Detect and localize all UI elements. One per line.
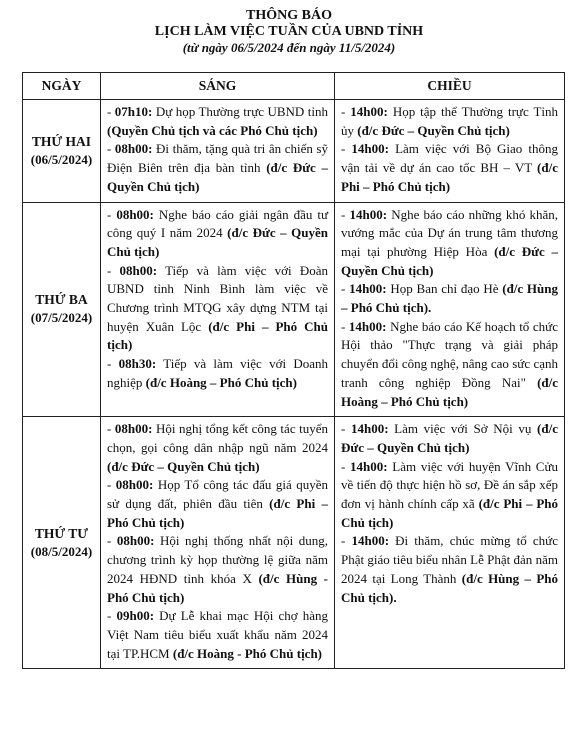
item-text: Dự Lễ khai mạc Hội chợ hàng Việt Nam tiêu biểu xuất khẩu năm 2024 tại TP.HCM [107,608,328,661]
document-subtitle: LỊCH LÀM VIỆC TUẦN CỦA UBND TỈNH [154,24,424,39]
item-assignee: (Quyền Chủ tịch và các Phó Chủ tịch) [107,122,318,138]
schedule-item: - 14h00: Làm việc với Bộ Giao thông vận tải về dự án cao tốc BH – VT (đ/c Phi – Phó Chủ tịch) [341,141,559,194]
schedule-item: - 14h00: Nghe báo cáo Kế hoạch tổ chức Hội thảo "Thực trạng và giải pháp chuyển đổi công nghệ, nâng cao sức cạnh tranh công nghiệp Đồng Nai" (đ/c Hoàng – Phó Chủ tịch) [341,318,559,409]
morning-cell [101,100,335,203]
schedule-item: - 09h00: Dự Lễ khai mạc Hội chợ hàng Việt Nam tiêu biểu xuất khẩu năm 2024 tại TP.HCM (đ/c Hoàng - Phó Chủ tịch) [107,608,328,661]
schedule-item: - 14h00: Đi thăm, chúc mừng tổ chức Phật giáo tiêu biểu nhân Lễ Phật đản năm 2024 tại Long Thành (đ/c Hùng – Phó Chủ tịch). [341,533,558,605]
item-time: 14h00: [351,141,389,157]
schedule-item: - 08h30: Tiếp và làm việc với Doanh nghiệp (đ/c Hoàng – Phó Chủ tịch) [107,356,328,390]
item-assignee: (đ/c Đức – Quyền Chủ tịch) [107,160,329,194]
item-time: 14h00: [350,104,388,119]
schedule-item: - 08h00: Đi thăm, tặng quà tri ân chiến sỹ Điện Biên trên địa bàn tỉnh (đ/c Đức – Quyền Chủ tịch) [107,141,329,194]
item-time: 14h00: [350,458,388,474]
schedule-table [22,72,565,669]
item-time: 08h30: [118,356,157,372]
table-row [23,100,565,203]
item-assignee: (đ/c Hoàng – Phó Chủ tịch) [145,374,297,390]
item-text: Họp tập thể Thường trực Tỉnh ủy [341,104,558,138]
schedule-item: - 07h10: Dự họp Thường trực UBND tỉnh (Quyền Chủ tịch và các Phó Chủ tịch) [107,104,328,138]
item-assignee: (đ/c Phi – Phó Chủ tịch) [341,496,559,530]
schedule-item: - 14h00: Làm việc với huyện Vĩnh Cửu về tiến độ thực hiện hồ sơ, Đề án sắp xếp đơn vị hành chính cấp xã (đ/c Phi – Phó Chủ tịch) [341,458,559,530]
column-header-day: NGÀY [23,73,101,100]
day-cell [23,417,101,669]
item-text: Đi thăm, chúc mừng tổ chức Phật giáo tiêu biểu nhân Lễ Phật đản năm 2024 tại Long Thành [341,533,558,586]
item-text: Làm việc với huyện Vĩnh Cửu về tiến độ thực hiện hồ sơ, Đề án sắp xếp đơn vị hành chính cấp xã [341,458,558,512]
schedule-item: - 14h00: Nghe báo cáo những khó khăn, vướng mắc của Dự án trung tâm thương mại tại phường Hiệp Hòa (đ/c Đức – Quyền Chủ tịch) [341,206,558,278]
item-text: Nghe báo cáo Kế hoạch tổ chức Hội thảo "Thực trạng và giải pháp chuyển đổi công nghệ, nâng cao sức cạnh tranh công nghiệp Đồng Nai" [341,318,558,390]
item-text: Tiếp và làm việc với Đoàn UBND tỉnh Ninh Bình làm việc về Chương trình MTQG xây dựng NTM tại huyện Xuân Lộc [107,262,328,334]
item-time: 14h00: [351,533,390,549]
item-assignee: (đ/c Hoàng - Phó Chủ tịch) [172,645,323,661]
date-range: (từ ngày 06/5/2024 đến ngày 11/5/2024) [182,40,396,55]
item-text: Hội nghị thống nhất nội dung, chương trình kỳ họp thường lệ giữa năm 2024 HĐND tỉnh khóa X [107,533,329,586]
item-text: Nghe báo cáo giải ngân đầu tư công quý I năm 2024 [107,206,328,241]
item-text: Dự họp Thường trực UBND tỉnh [155,104,328,119]
item-time: 14h00: [348,318,387,334]
schedule-item: - 08h00: Nghe báo cáo giải ngân đầu tư công quý I năm 2024 (đ/c Đức – Quyền Chủ tịch) [107,206,329,259]
item-assignee: (đ/c Đức – Quyền Chủ tịch) [341,421,558,455]
item-text: Tiếp và làm việc với Doanh nghiệp [107,356,328,390]
item-assignee: (đ/c Hùng - Phó Chủ tịch) [107,570,329,605]
item-text: Làm việc với Bộ Giao thông vận tải về dự án cao tốc BH – VT [341,141,559,176]
day-cell [23,202,101,417]
item-assignee: (đ/c Phi – Phó Chủ tịch) [341,160,558,194]
item-assignee: (đ/c Hùng – Phó Chủ tịch). [341,570,558,605]
column-header-afternoon: CHIỀU [335,73,565,100]
item-time: 08h00: [119,262,158,278]
item-text: Họp Ban chỉ đạo Hè [390,281,499,297]
item-time: 07h10: [114,104,153,119]
item-time: 08h00: [116,533,155,549]
item-time: 14h00: [349,281,387,297]
item-text: Đi thăm, tặng quà tri ân chiến sỹ Điện Biên trên địa bàn tỉnh [107,141,328,176]
schedule-item: - 08h00: Họp Tổ công tác đấu giá quyền sử dụng đất, phiên đầu tiên (đ/c Phi – Phó Chủ tịch) [107,477,328,530]
schedule-item: - 14h00: Họp tập thể Thường trực Tỉnh ủy (đ/c Đức – Quyền Chủ tịch) [341,104,558,138]
document-header [0,8,578,56]
item-time: 08h00: [114,421,153,437]
day-date: (08/5/2024) [30,543,93,559]
item-assignee: (đ/c Đức – Quyền Chủ tịch) [107,458,260,474]
day-name: THỨ BA [35,292,88,308]
item-text: Làm việc với Sở Nội vụ [394,421,532,437]
item-time: 14h00: [349,206,388,222]
item-assignee: (đ/c Hoàng – Phó Chủ tịch) [341,374,559,409]
day-cell [23,100,101,203]
schedule-item: - 08h00: Hội nghị tổng kết công tác tuyển chọn, gọi công dân nhập ngũ năm 2024 (đ/c Đức – Quyền Chủ tịch) [107,421,328,474]
afternoon-cell [335,417,565,669]
day-name: THỨ HAI [31,133,92,149]
item-assignee: (đ/c Hùng – Phó Chủ tịch). [341,281,559,316]
item-assignee: (đ/c Phi – Phó Chủ tịch) [107,318,328,353]
item-time: 08h00: [114,141,153,157]
day-name: THỨ TƯ [34,525,89,541]
item-text: Hội nghị tổng kết công tác tuyển chọn, gọi công dân nhập ngũ năm 2024 [107,421,328,455]
item-time: 08h00: [115,477,154,493]
morning-cell [101,202,335,417]
item-text: Họp Tổ công tác đấu giá quyền sử dụng đất, phiên đầu tiên [107,477,328,512]
day-date: (07/5/2024) [30,310,93,326]
schedule-item: - 14h00: Họp Ban chỉ đạo Hè (đ/c Hùng – Phó Chủ tịch). [341,281,559,316]
table-row [23,417,565,669]
item-assignee: (đ/c Đức – Quyền Chủ tịch) [107,225,329,259]
column-header-morning: SÁNG [101,73,335,100]
table-header-row [23,73,565,100]
item-time: 09h00: [116,608,155,624]
item-time: 08h00: [116,206,154,222]
morning-cell [101,417,335,669]
item-time: 14h00: [350,421,389,437]
schedule-item: - 08h00: Tiếp và làm việc với Đoàn UBND tỉnh Ninh Bình làm việc về Chương trình MTQG xây dựng NTM tại huyện Xuân Lộc (đ/c Phi – Phó Chủ tịch) [107,262,328,353]
day-date: (06/5/2024) [30,151,93,167]
afternoon-cell [335,202,565,417]
schedule-item: - 14h00: Làm việc với Sở Nội vụ (đ/c Đức – Quyền Chủ tịch) [341,421,558,455]
item-assignee: (đ/c Đức – Quyền Chủ tịch) [341,243,558,278]
afternoon-cell [335,100,565,203]
document-title: THÔNG BÁO [246,8,332,23]
item-assignee: (đ/c Phi – Phó Chủ tịch) [107,496,328,530]
item-text: Nghe báo cáo những khó khăn, vướng mắc của Dự án trung tâm thương mại tại phường Hiệp Hòa [341,206,558,259]
schedule-item: - 08h00: Hội nghị thống nhất nội dung, chương trình kỳ họp thường lệ giữa năm 2024 HĐND tỉnh khóa X (đ/c Hùng - Phó Chủ tịch) [107,533,329,605]
table-row [23,202,565,417]
item-assignee: (đ/c Đức – Quyền Chủ tịch) [357,122,510,138]
